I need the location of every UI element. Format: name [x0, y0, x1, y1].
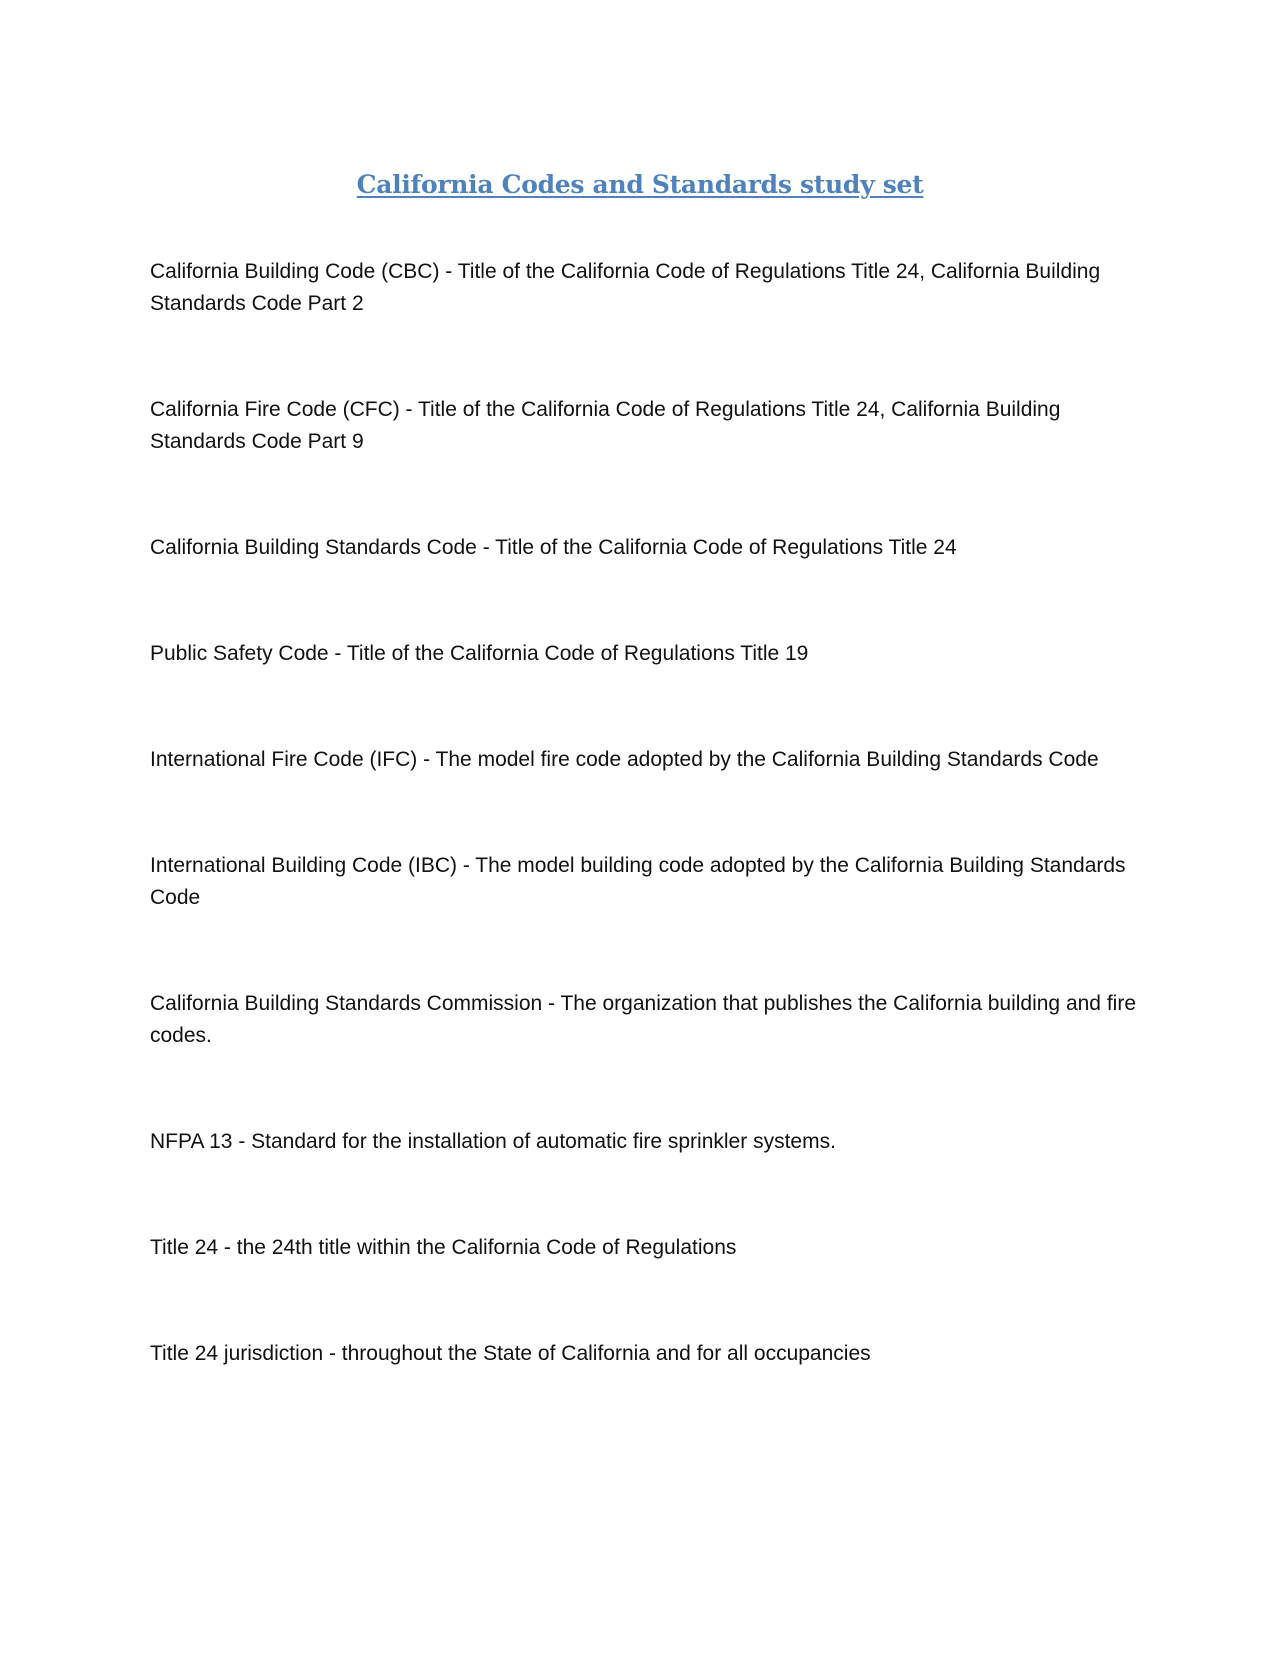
definition-entry: California Building Standards Code - Title of the California Code of Regulations Title 24 [150, 536, 957, 559]
document-title: California Codes and Standards study set [356, 170, 924, 199]
definition-entry: California Building Standards Commission - The organization that publishes the California building and fire codes. [150, 992, 1136, 1047]
definition-entry: International Fire Code (IFC) - The model fire code adopted by the California Building Standards Code [150, 748, 1099, 771]
definition-entry: Title 24 - the 24th title within the California Code of Regulations [150, 1236, 737, 1259]
definition-entry: Public Safety Code - Title of the California Code of Regulations Title 19 [150, 642, 809, 665]
definition-entry: California Fire Code (CFC) - Title of the California Code of Regulations Title 24, California Building Standards Code Part 9 [150, 398, 1061, 453]
definition-entry: NFPA 13 - Standard for the installation of automatic fire sprinkler systems. [150, 1130, 836, 1153]
definition-entry: California Building Code (CBC) - Title of the California Code of Regulations Title 24, California Building Standards Code Part 2 [150, 260, 1101, 315]
definition-entry: Title 24 jurisdiction - throughout the State of California and for all occupancies [150, 1342, 871, 1365]
definition-list [150, 256, 1140, 1444]
definition-entry: International Building Code (IBC) - The model building code adopted by the California Building Standards Code [150, 854, 1126, 909]
